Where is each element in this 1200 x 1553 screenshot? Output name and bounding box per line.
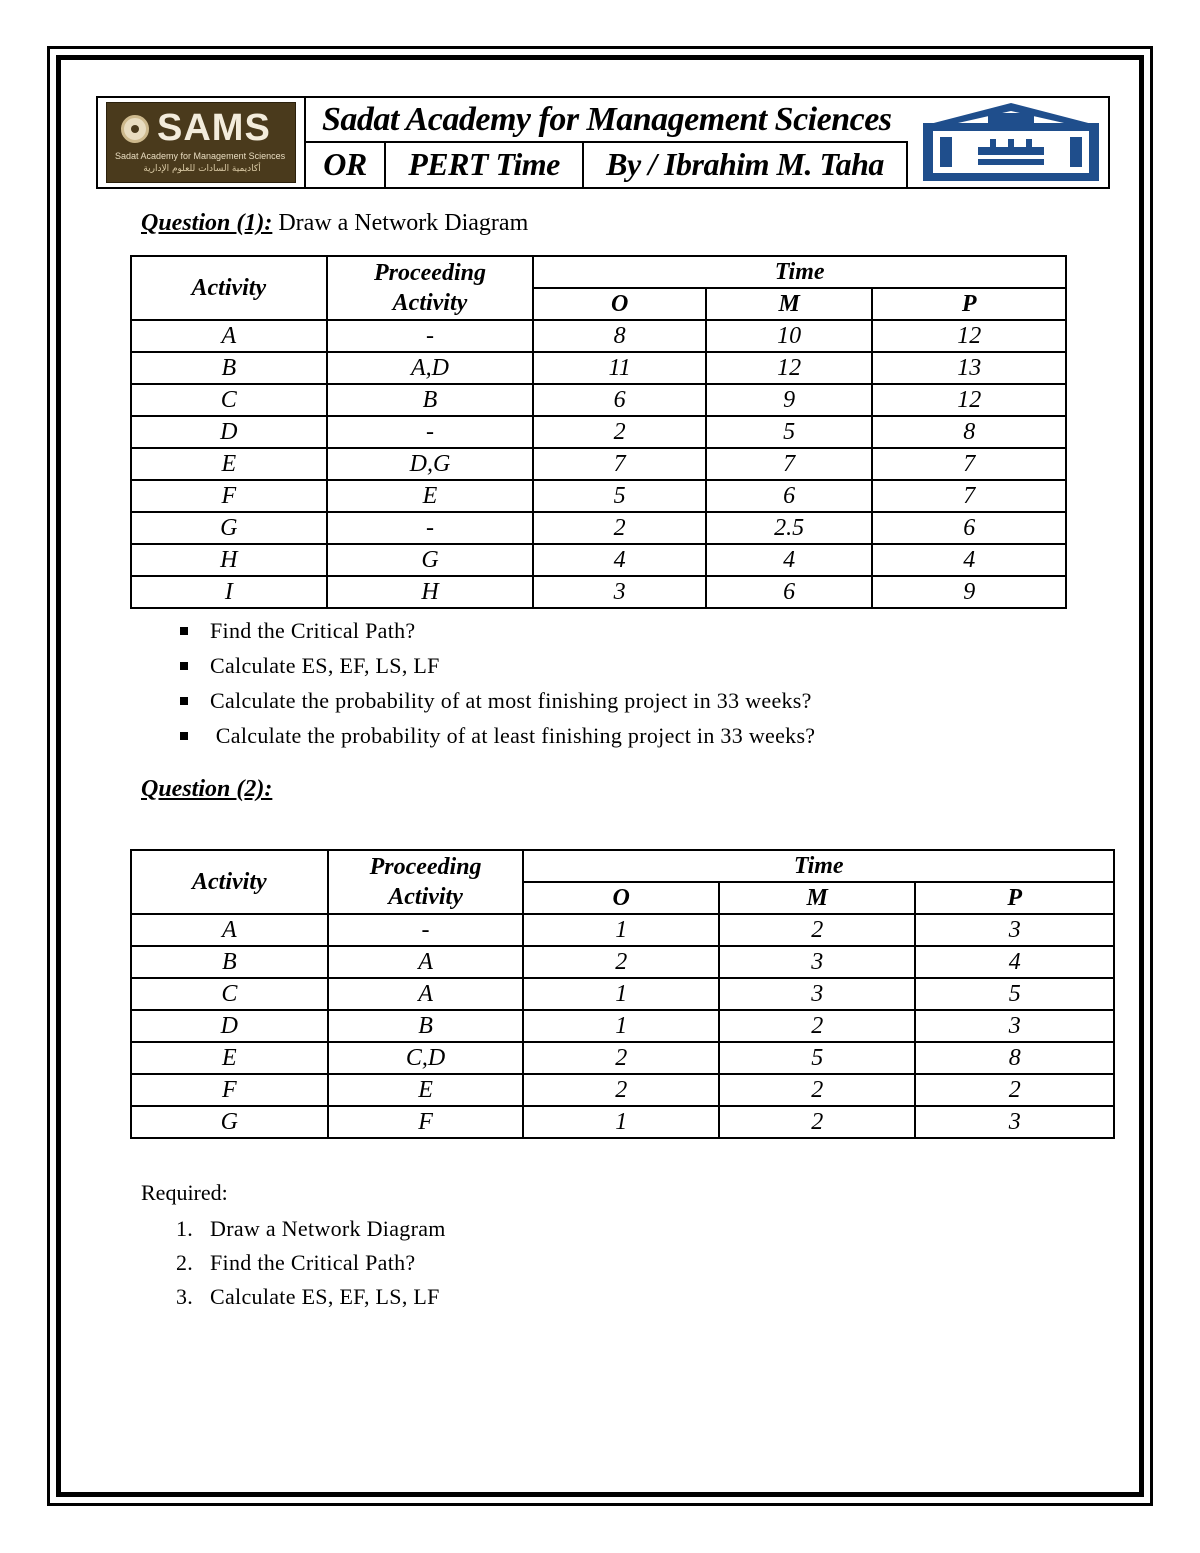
header-p: P <box>915 882 1114 914</box>
question-1-text: Draw a Network Diagram <box>272 210 529 236</box>
required-label: Required: <box>141 1180 228 1205</box>
bullet-icon <box>180 732 188 740</box>
bullet-icon <box>180 627 188 635</box>
header-time: Time <box>533 256 1066 288</box>
list-item: 3. Calculate ES, EF, LS, LF <box>176 1284 440 1309</box>
question-1-label: Question (1): <box>141 210 273 236</box>
list-item: 2. Find the Critical Path? <box>176 1250 416 1275</box>
list-item: Find the Critical Path? <box>176 616 815 651</box>
header-p: P <box>872 288 1066 320</box>
table-row: E C,D 2 5 8 <box>131 1042 1114 1074</box>
header-activity: Activity <box>131 850 328 914</box>
header-time: Time <box>523 850 1114 882</box>
question-2-label: Question (2): <box>141 776 273 802</box>
table-row: C B 6 9 12 <box>131 384 1066 416</box>
question-2-heading <box>141 776 272 803</box>
header-m: M <box>719 882 916 914</box>
table-row: F E 2 2 2 <box>131 1074 1114 1106</box>
question-1-tasks <box>176 616 815 756</box>
table-row: C A 1 3 5 <box>131 978 1114 1010</box>
author-name: By / Ibrahim M. Taha <box>582 143 908 187</box>
topic-name: PERT Time <box>384 143 582 187</box>
sams-logo <box>106 102 296 183</box>
bullet-icon <box>180 697 188 705</box>
header-m: M <box>706 288 873 320</box>
header-activity: Activity <box>131 256 327 320</box>
table-row: B A,D 11 12 13 <box>131 352 1066 384</box>
academy-emblem-icon <box>918 101 1104 184</box>
table-row: A - 8 10 12 <box>131 320 1066 352</box>
academy-title: Sadat Academy for Management Sciences <box>304 98 908 143</box>
logo-subtitle: Sadat Academy for Management Sciences <box>115 151 286 161</box>
table-row: D - 2 5 8 <box>131 416 1066 448</box>
required-list <box>176 1214 446 1316</box>
question-1-table <box>130 255 1067 609</box>
table-row: G F 1 2 3 <box>131 1106 1114 1138</box>
course-name: OR <box>304 143 384 187</box>
sams-emblem-icon <box>121 115 149 143</box>
table-row: A - 1 2 3 <box>131 914 1114 946</box>
header-o: O <box>533 288 706 320</box>
logo-arabic: أكاديمية السادات للعلوم الإدارية <box>143 164 261 174</box>
logo-brand: SAMS <box>157 107 271 149</box>
bullet-icon <box>180 662 188 670</box>
question-2-table <box>130 849 1115 1139</box>
list-item: 1. Draw a Network Diagram <box>176 1216 446 1241</box>
list-item: Calculate ES, EF, LS, LF <box>176 651 815 686</box>
question-1-heading <box>141 210 528 237</box>
list-item: Calculate the probability of at least finishing project in 33 weeks? <box>176 721 815 756</box>
header-o: O <box>523 882 719 914</box>
header-proceeding: Proceeding Activity <box>328 850 524 914</box>
header-proceeding: Proceeding Activity <box>327 256 534 320</box>
table-row: H G 4 4 4 <box>131 544 1066 576</box>
table-row: G - 2 2.5 6 <box>131 512 1066 544</box>
table-row: E D,G 7 7 7 <box>131 448 1066 480</box>
list-item: Calculate the probability of at most finishing project in 33 weeks? <box>176 686 815 721</box>
document-header <box>96 96 1110 189</box>
table-row: I H 3 6 9 <box>131 576 1066 608</box>
table-row: D B 1 2 3 <box>131 1010 1114 1042</box>
table-row: F E 5 6 7 <box>131 480 1066 512</box>
table-row: B A 2 3 4 <box>131 946 1114 978</box>
